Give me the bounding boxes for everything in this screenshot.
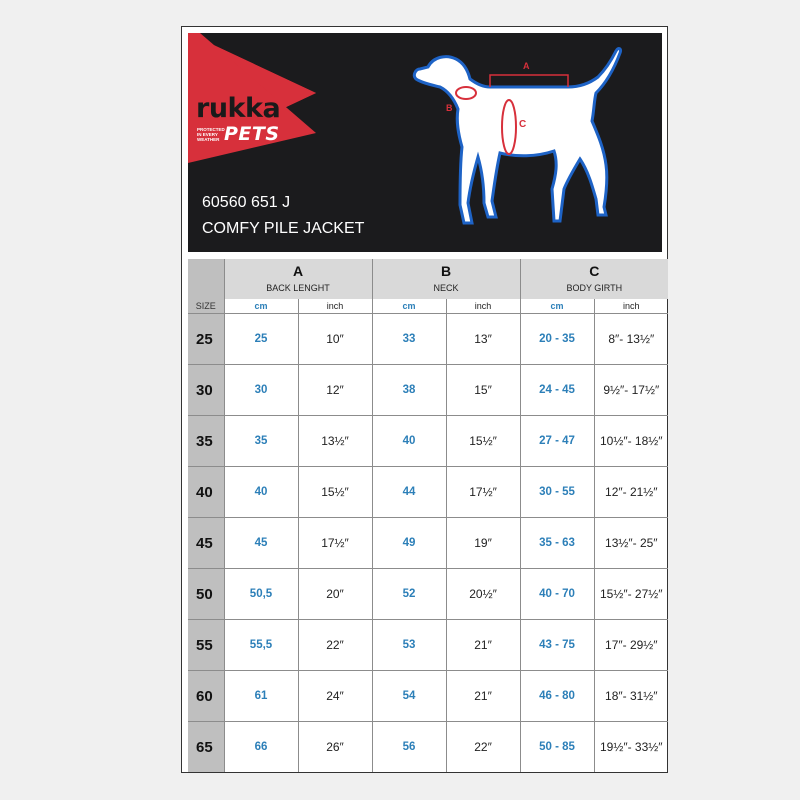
size-chart-frame xyxy=(181,26,668,773)
unit-cm: cm xyxy=(520,299,594,314)
value-cm: 20 - 35 xyxy=(520,314,594,365)
group-letter: B xyxy=(440,263,452,279)
size-value: 30 xyxy=(188,365,224,416)
unit-inch: inch xyxy=(594,299,668,314)
label-c: C xyxy=(519,119,527,130)
value-cm: 56 xyxy=(372,722,446,773)
size-rows xyxy=(188,314,668,773)
value-inch: 19″ xyxy=(446,518,520,569)
value-inch: 15″ xyxy=(446,365,520,416)
value-cm: 43 - 75 xyxy=(520,620,594,671)
table-row xyxy=(188,518,668,569)
value-cm: 44 xyxy=(372,467,446,518)
value-cm: 52 xyxy=(372,569,446,620)
value-cm: 54 xyxy=(372,671,446,722)
value-cm: 40 xyxy=(224,467,298,518)
table-row xyxy=(188,722,668,773)
product-code: 60560 651 J xyxy=(202,194,291,211)
value-cm: 50,5 xyxy=(224,569,298,620)
value-cm: 40 xyxy=(372,416,446,467)
brand-tagline: PROTECTED IN EVERY WEATHER xyxy=(197,127,225,142)
value-cm: 30 xyxy=(224,365,298,416)
value-cm: 27 - 47 xyxy=(520,416,594,467)
value-inch: 15½″ xyxy=(446,416,520,467)
group-a-header xyxy=(224,259,372,299)
value-inch: 18″- 31½″ xyxy=(594,671,668,722)
group-title: BODY GIRTH xyxy=(566,283,623,293)
value-inch: 22″ xyxy=(298,620,372,671)
value-inch: 15½″ xyxy=(298,467,372,518)
group-title: BACK LENGHT xyxy=(266,283,330,293)
value-inch: 10″ xyxy=(298,314,372,365)
value-inch: 21″ xyxy=(446,620,520,671)
value-inch: 17½″ xyxy=(446,467,520,518)
value-cm: 66 xyxy=(224,722,298,773)
rukka-pets-logo xyxy=(196,93,296,153)
product-name: COMFY PILE JACKET xyxy=(202,220,365,237)
label-a: A xyxy=(523,61,530,71)
table-row xyxy=(188,569,668,620)
value-cm: 38 xyxy=(372,365,446,416)
brand-wordmark: rukka xyxy=(196,93,281,124)
value-inch: 12″- 21½″ xyxy=(594,467,668,518)
dog-measurement-diagram xyxy=(408,39,638,244)
size-value: 60 xyxy=(188,671,224,722)
value-inch: 15½″- 27½″ xyxy=(594,569,668,620)
value-cm: 40 - 70 xyxy=(520,569,594,620)
value-cm: 35 xyxy=(224,416,298,467)
unit-inch: inch xyxy=(446,299,520,314)
size-value: 45 xyxy=(188,518,224,569)
size-value: 25 xyxy=(188,314,224,365)
value-inch: 10½″- 18½″ xyxy=(594,416,668,467)
table-row xyxy=(188,416,668,467)
group-letter: A xyxy=(292,263,304,279)
value-inch: 17″- 29½″ xyxy=(594,620,668,671)
group-letter: C xyxy=(589,263,600,279)
table-row xyxy=(188,467,668,518)
size-value: 50 xyxy=(188,569,224,620)
header-banner xyxy=(188,33,662,252)
group-title: NECK xyxy=(433,283,459,293)
value-inch: 21″ xyxy=(446,671,520,722)
group-c-header xyxy=(520,259,668,299)
value-inch: 12″ xyxy=(298,365,372,416)
brand-sub: PETS xyxy=(224,123,280,145)
value-cm: 55,5 xyxy=(224,620,298,671)
unit-cm: cm xyxy=(224,299,298,314)
value-cm: 49 xyxy=(372,518,446,569)
value-inch: 19½″- 33½″ xyxy=(594,722,668,773)
value-inch: 13½″ xyxy=(298,416,372,467)
value-inch: 8″- 13½″ xyxy=(594,314,668,365)
corner-cell xyxy=(188,259,224,299)
value-inch: 22″ xyxy=(446,722,520,773)
size-column-label: SIZE xyxy=(188,299,224,314)
table-row xyxy=(188,314,668,365)
size-value: 55 xyxy=(188,620,224,671)
value-inch: 17½″ xyxy=(298,518,372,569)
value-inch: 20½″ xyxy=(446,569,520,620)
value-cm: 33 xyxy=(372,314,446,365)
table-row xyxy=(188,365,668,416)
value-cm: 35 - 63 xyxy=(520,518,594,569)
value-cm: 25 xyxy=(224,314,298,365)
value-inch: 20″ xyxy=(298,569,372,620)
label-b: B xyxy=(446,103,453,113)
table-row xyxy=(188,671,668,722)
size-value: 40 xyxy=(188,467,224,518)
value-cm: 53 xyxy=(372,620,446,671)
unit-inch: inch xyxy=(298,299,372,314)
value-cm: 45 xyxy=(224,518,298,569)
value-cm: 24 - 45 xyxy=(520,365,594,416)
value-cm: 61 xyxy=(224,671,298,722)
value-cm: 46 - 80 xyxy=(520,671,594,722)
value-inch: 13″ xyxy=(446,314,520,365)
value-inch: 26″ xyxy=(298,722,372,773)
value-cm: 30 - 55 xyxy=(520,467,594,518)
size-value: 35 xyxy=(188,416,224,467)
unit-cm: cm xyxy=(372,299,446,314)
size-value: 65 xyxy=(188,722,224,773)
value-inch: 24″ xyxy=(298,671,372,722)
table-row xyxy=(188,620,668,671)
back-length-marker xyxy=(490,75,568,87)
group-b-header xyxy=(372,259,520,299)
size-table xyxy=(188,259,668,772)
value-inch: 9½″- 17½″ xyxy=(594,365,668,416)
value-cm: 50 - 85 xyxy=(520,722,594,773)
value-inch: 13½″- 25″ xyxy=(594,518,668,569)
